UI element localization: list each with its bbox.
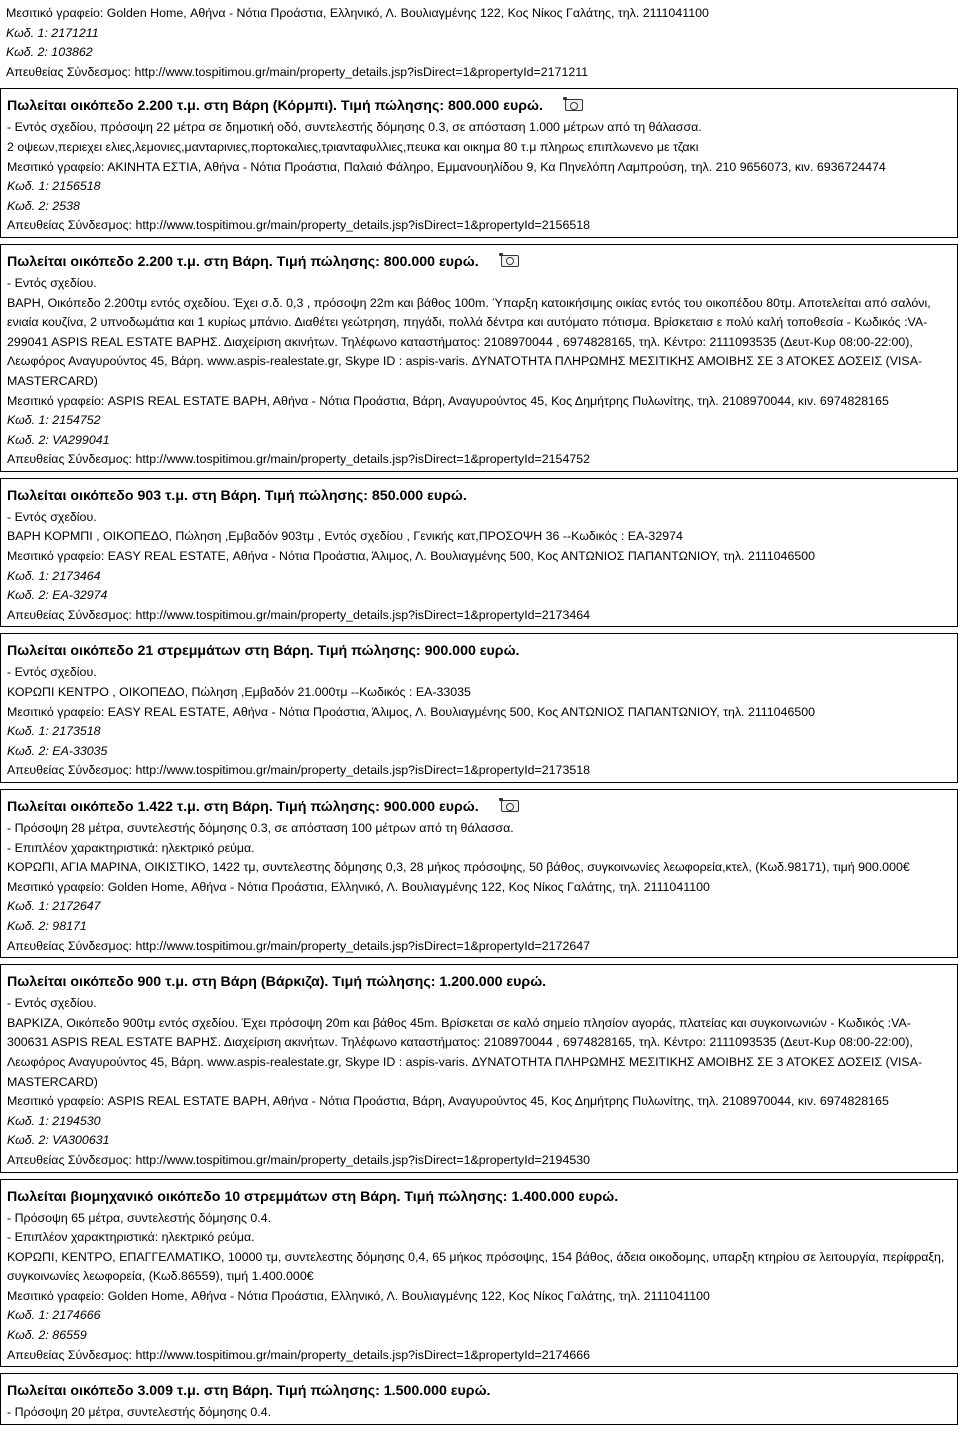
previous-listing-tail (6, 0, 960, 82)
listing-detail: Μεσιτικό γραφείο: EASY REAL ESTATE, Αθήνα - Νότια Προάστια, Άλιμος, Λ. Βουλιαγμένης 500, Κος ΑΝΤΩΝΙΟΣ ΠΑΠΑΝΤΩΝΙΟΥ, τηλ. 2111046500 (7, 704, 816, 719)
direct-link[interactable]: Απευθείας Σύνδεσμος: http://www.tospitimou.gr/main/property_details.jsp?isDirect=1&propertyId=2171211 (6, 64, 589, 79)
listing-detail: ΒΑΡΗ, Οικόπεδο 2.200τμ εντός σχεδίου. Έχει σ.δ. 0,3 , πρόσοψη 22m και βάθος 100m. Ύπαρξη κατοικήσιμης οικίας εντός του οικοπέδου 80τμ. Αποτελείται από σαλόνι, ενιαία κουζίνα, 2 υπνοδωμάτια και 1 κυρίως μπάνιο. Διαθέτει γεώτρηση, πηγάδι, πολλά δέντρα και αυτόματο πότισμα. Βρίσκεταισ ε πολύ καλή τοποθεσία - Κωδικός :VA-299041 ASPIS REAL ESTATE ΒΑΡΗΣ. Διαχείριση ακινήτων. Τηλέφωνο καταστήματος: 2108970044 , 6974828165, τηλ. Κέντρο: 2111093535 (Δευτ-Κυρ 08:00-22:00), Λεωφόρος Αναγυρούντος 45, Βάρη. www.aspis-realestate.gr, Skype ID : aspis-varis. ΔΥΝΑΤΟΤΗΤΑ ΠΛΗΡΩΜΗΣ ΜΕΣΙΤΙΚΗΣ ΑΜΟΙΒΗΣ ΣΕ 3 ΑΤΟΚΕΣ ΔΟΣΕΙΣ (VISA-MASTERCARD) (7, 295, 931, 388)
listing (0, 1179, 958, 1368)
listing-detail: Μεσιτικό γραφείο: ASPIS REAL ESTATE ΒΑΡΗ, Αθήνα - Νότια Προάστια, Βάρη, Αναγυρούντος 45, Κος Δημήτρης Πυλωνίτης, τηλ. 2108970044, κιν. 6974828165 (7, 1094, 889, 1109)
listing (0, 633, 958, 783)
listing (0, 1373, 958, 1425)
listing-detail: - Εντός σχεδίου. (7, 996, 97, 1011)
code-2: Κωδ. 2: 2538 (7, 198, 80, 213)
code-2: Κωδ. 2: 103862 (6, 45, 93, 60)
code-1: Κωδ. 1: 2156518 (7, 179, 101, 194)
listing-title (7, 1187, 951, 1207)
listing-detail: Μεσιτικό γραφείο: Golden Home, Αθήνα - Νότια Προάστια, Ελληνικό, Λ. Βουλιαγμένης 122, Κος Νίκος Γαλάτης, τηλ. 2111041100 (7, 1288, 710, 1303)
listing-title-text: Πωλείται οικόπεδο 2.200 τ.μ. στη Βάρη (Κόρμπι). Τιμή πώλησης: 800.000 ευρώ. (7, 98, 543, 115)
listing-detail: - Εντός σχεδίου. (7, 665, 97, 680)
direct-link[interactable]: Απευθείας Σύνδεσμος: http://www.tospitimou.gr/main/property_details.jsp?isDirect=1&propertyId=2173518 (7, 763, 591, 778)
code-1: Κωδ. 1: 2172647 (7, 899, 101, 914)
camera-icon[interactable] (501, 255, 519, 267)
direct-link[interactable]: Απευθείας Σύνδεσμος: http://www.tospitimou.gr/main/property_details.jsp?isDirect=1&propertyId=2173464 (7, 607, 591, 622)
listing (0, 88, 958, 238)
code-1: Κωδ. 1: 2171211 (6, 25, 99, 40)
listing-title (7, 972, 951, 992)
direct-link[interactable]: Απευθείας Σύνδεσμος: http://www.tospitimou.gr/main/property_details.jsp?isDirect=1&propertyId=2194530 (7, 1152, 591, 1167)
direct-link[interactable]: Απευθείας Σύνδεσμος: http://www.tospitimou.gr/main/property_details.jsp?isDirect=1&propertyId=2156518 (7, 218, 591, 233)
code-1: Κωδ. 1: 2194530 (7, 1113, 101, 1128)
agency-line: Μεσιτικό γραφείο: Golden Home, Αθήνα - Νότια Προάστια, Ελληνικό, Λ. Βουλιαγμένης 122, Κος Νίκος Γαλάτης, τηλ. 2111041100 (6, 6, 709, 20)
listing-title-text: Πωλείται οικόπεδο 3.009 τ.μ. στη Βάρη. Τιμή πώλησης: 1.500.000 ευρώ. (7, 1383, 491, 1400)
listing-title (7, 641, 951, 661)
code-2: Κωδ. 2: VA300631 (7, 1133, 110, 1148)
listing-title-text: Πωλείται οικόπεδο 2.200 τ.μ. στη Βάρη. Τιμή πώλησης: 800.000 ευρώ. (7, 253, 479, 270)
listing-detail: - Πρόσοψη 28 μέτρα, συντελεστής δόμησης 0.3, σε απόσταση 100 μέτρων από τη θάλασσα. (7, 821, 514, 835)
code-2: Κωδ. 2: EA-32974 (7, 588, 108, 603)
listing-detail: Μεσιτικό γραφείο: Golden Home, Αθήνα - Νότια Προάστια, Ελληνικό, Λ. Βουλιαγμένης 122, Κος Νίκος Γαλάτης, τηλ. 2111041100 (7, 879, 710, 894)
listing-detail: - Εντός σχεδίου. (7, 509, 97, 524)
listing-detail: - Πρόσοψη 20 μέτρα, συντελεστής δόμησης 0.4. (7, 1405, 272, 1420)
listing-title (7, 797, 951, 817)
listing (0, 244, 958, 472)
listing-detail: ΚΟΡΩΠΙ ΚΕΝΤΡΟ , ΟΙΚΟΠΕΔΟ, Πώληση ,Εμβαδόν 21.000τμ --Κωδικός : EA-33035 (7, 685, 471, 700)
code-2: Κωδ. 2: VA299041 (7, 432, 110, 447)
code-2: Κωδ. 2: EA-33035 (7, 743, 108, 758)
listing-detail: Μεσιτικό γραφείο: EASY REAL ESTATE, Αθήνα - Νότια Προάστια, Άλιμος, Λ. Βουλιαγμένης 500, Κος ΑΝΤΩΝΙΟΣ ΠΑΠΑΝΤΩΝΙΟΥ, τηλ. 2111046500 (7, 549, 816, 564)
listing-detail: - Επιπλέον χαρακτηριστικά: ηλεκτρικό ρεύμα. (7, 840, 255, 855)
listing-detail: Μεσιτικό γραφείο: ASPIS REAL ESTATE ΒΑΡΗ, Αθήνα - Νότια Προάστια, Βάρη, Αναγυρούντος 45, Κος Δημήτρης Πυλωνίτης, τηλ. 2108970044, κιν. 6974828165 (7, 393, 889, 408)
listing-detail: ΚΟΡΩΠΙ, ΚΕΝΤΡΟ, ΕΠΑΓΓΕΛΜΑΤΙΚΟ, 10000 τμ, συντελεστης δόμησης 0,4, 65 μήκος πρόσοψης, 154 βάθος, άδεια οικοδομης, υπαρξη κτηρίου σε λειτουργία, περίφραξη, συγκοινωνίες λεωφορεία, (Κωδ.86559), τιμή 1.400.000€ (7, 1249, 945, 1284)
listing (0, 789, 958, 958)
listing-title-text: Πωλείται οικόπεδο 21 στρεμμάτων στη Βάρη. Τιμή πώλησης: 900.000 ευρώ. (7, 643, 520, 660)
listing-detail: ΚΟΡΩΠΙ, ΑΓΙΑ ΜΑΡΙΝΑ, ΟΙΚΙΣΤΙΚΟ, 1422 τμ, συντελεστης δόμησης 0,3, 28 μήκος πρόσοψης, 50 βάθος, συγκοινωνίες λεωφορεία,κτελ, (Κωδ.98171), τιμή 900.000€ (7, 860, 910, 875)
listing (0, 478, 958, 628)
listing-detail: 2 οψεων,περιεχει ελιες,λεμονιες,μανταρινιες,πορτοκαλιες,τριανταφυλλιες,πευκα και οικημα 80 τ.μ πληρως επιπλωνενο με τζακι (7, 139, 699, 154)
direct-link[interactable]: Απευθείας Σύνδεσμος: http://www.tospitimou.gr/main/property_details.jsp?isDirect=1&propertyId=2174666 (7, 1347, 591, 1362)
listings-container (6, 82, 960, 1424)
listing-title (7, 96, 951, 116)
listing-detail: - Επιπλέον χαρακτηριστικά: ηλεκτρικό ρεύμα. (7, 1230, 255, 1245)
code-2: Κωδ. 2: 86559 (7, 1328, 87, 1343)
listing-detail: ΒΑΡΚΙΖΑ, Οικόπεδο 900τμ εντός σχεδίου. Έχει πρόσοψη 20m και βάθος 45m. Βρίσκεται σε καλό σημείο πλησίον αγοράς, πλατείας και συγκοινωνιών - Κωδικός :VA-300631 ASPIS REAL ESTATE ΒΑΡΗΣ. Διαχείριση ακινήτων. Τηλέφωνο καταστήματος: 2108970044 , 6974828165, τηλ. Κέντρο: 2111093535 (Δευτ-Κυρ 08:00-22:00), Λεωφόρος Αναγυρούντος 45, Βάρη. www.aspis-realestate.gr, Skype ID : aspis-varis. ΔΥΝΑΤΟΤΗΤΑ ΠΛΗΡΩΜΗΣ ΜΕΣΙΤΙΚΗΣ ΑΜΟΙΒΗΣ ΣΕ 3 ΑΤΟΚΕΣ ΔΟΣΕΙΣ (VISA-MASTERCARD) (7, 1015, 923, 1089)
code-1: Κωδ. 1: 2173464 (7, 568, 101, 583)
listing (0, 964, 958, 1172)
code-1: Κωδ. 1: 2173518 (7, 724, 101, 739)
direct-link[interactable]: Απευθείας Σύνδεσμος: http://www.tospitimou.gr/main/property_details.jsp?isDirect=1&propertyId=2154752 (7, 452, 591, 467)
code-1: Κωδ. 1: 2154752 (7, 413, 101, 428)
direct-link[interactable]: Απευθείας Σύνδεσμος: http://www.tospitimou.gr/main/property_details.jsp?isDirect=1&propertyId=2172647 (7, 938, 591, 953)
listing-detail: - Πρόσοψη 65 μέτρα, συντελεστής δόμησης 0.4. (7, 1210, 272, 1225)
listing-title-text: Πωλείται οικόπεδο 900 τ.μ. στη Βάρη (Βάρκιζα). Τιμή πώλησης: 1.200.000 ευρώ. (7, 974, 547, 991)
listing-detail: Μεσιτικό γραφείο: ΑΚΙΝΗΤΑ ΕΣΤΙΑ, Αθήνα - Νότια Προάστια, Παλαιό Φάληρο, Εμμανουηλίδου 9, Κα Πηνελόπη Λαμπρούση, τηλ. 210 9656073, κιν. 6936724474 (7, 159, 886, 174)
code-2: Κωδ. 2: 98171 (7, 918, 87, 933)
listing-title-text: Πωλείται οικόπεδο 1.422 τ.μ. στη Βάρη. Τιμή πώλησης: 900.000 ευρώ. (7, 799, 479, 815)
listing-detail: - Εντός σχεδίου. (7, 275, 97, 290)
listing-title (7, 486, 951, 506)
listing-detail: - Εντός σχεδίου, πρόσοψη 22 μέτρα σε δημοτική οδό, συντελεστής δόμησης 0.3, σε απόσταση 1.000 μέτρων από τη θάλασσα. (7, 120, 702, 135)
code-1: Κωδ. 1: 2174666 (7, 1308, 101, 1323)
camera-icon[interactable] (501, 800, 519, 812)
listing-title (7, 252, 951, 272)
listing-title-text: Πωλείται οικόπεδο 903 τ.μ. στη Βάρη. Τιμή πώλησης: 850.000 ευρώ. (7, 487, 467, 504)
listing-title-text: Πωλείται βιομηχανικό οικόπεδο 10 στρεμμάτων στη Βάρη. Τιμή πώλησης: 1.400.000 ευρώ. (7, 1188, 619, 1205)
listing-title (7, 1381, 951, 1401)
listing-detail: ΒΑΡΗ ΚΟΡΜΠΙ , ΟΙΚΟΠΕΔΟ, Πώληση ,Εμβαδόν 903τμ , Εντός σχεδίου , Γενικής κατ,ΠΡΟΣΟΨΗ 36 --Κωδικός : EA-32974 (7, 529, 683, 544)
camera-icon[interactable] (565, 99, 583, 111)
